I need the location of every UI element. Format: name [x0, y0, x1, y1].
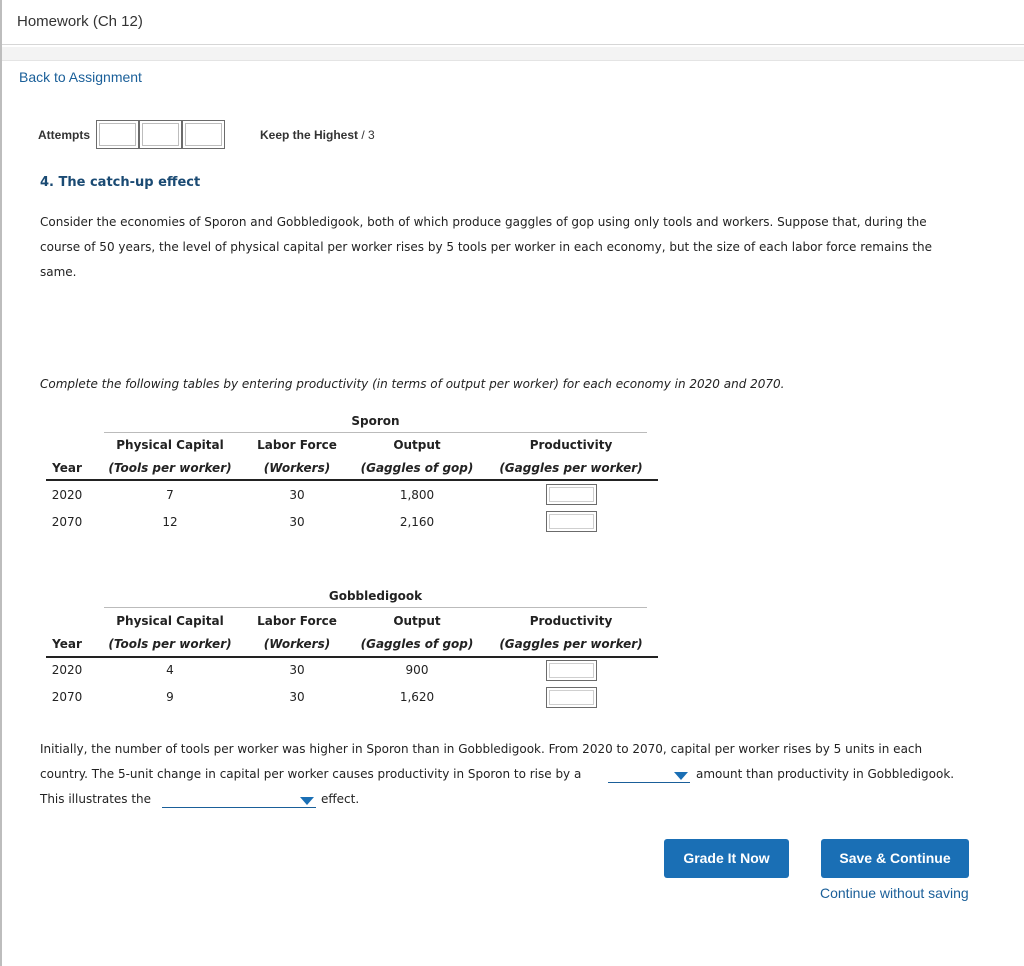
sporon-row-2020-year: 2020 [51, 488, 83, 502]
keep-suffix: / 3 [361, 128, 375, 142]
question-paragraph-line-1: Consider the economies of Sporon and Gobbledigook, both of which produce gaggles of gop using only tools and workers. Suppose that, during the [40, 215, 927, 229]
sporon-row-2070-year: 2070 [51, 515, 83, 529]
gobbledigook-row-2020-labor: 30 [289, 663, 305, 677]
gobbledigook-caption-rule [104, 607, 647, 608]
sporon-header-capital: Physical Capital [116, 438, 224, 452]
gobbledigook-header-labor: Labor Force [257, 614, 337, 628]
sporon-header-rule [46, 479, 658, 481]
attempt-box-3 [182, 120, 225, 149]
chevron-down-icon [300, 797, 314, 805]
title-bar [2, 0, 1024, 45]
sporon-2070-productivity-input[interactable] [546, 511, 597, 532]
sporon-subheader-output: (Gaggles of gop) [360, 461, 474, 475]
window-title: Homework (Ch 12) [17, 13, 143, 30]
sporon-2020-productivity-input[interactable] [546, 484, 597, 505]
rise-amount-dropdown[interactable] [608, 767, 690, 783]
sporon-header-output: Output [393, 438, 441, 452]
conclusion-line-3-start: This illustrates the [40, 792, 152, 806]
attempts-label: Attempts [38, 128, 91, 142]
conclusion-line-3-end: effect. [321, 792, 360, 806]
table-instruction: Complete the following tables by entering productivity (in terms of output per worker) for each economy in 2020 and 2070. [40, 377, 785, 391]
question-paragraph-line-3: same. [40, 265, 77, 279]
sporon-row-2020-capital: 7 [166, 488, 174, 502]
chevron-down-icon [674, 772, 688, 780]
gobbledigook-row-2070-capital: 9 [166, 690, 174, 704]
conclusion-line-2-start: country. The 5-unit change in capital per worker causes productivity in Sporon to rise by a [40, 767, 582, 781]
keep-label-text: Keep the Highest [260, 128, 359, 142]
sporon-row-2020-output: 1,800 [399, 488, 435, 502]
gobbledigook-header-capital: Physical Capital [116, 614, 224, 628]
continue-without-saving-link[interactable]: Continue without saving [820, 885, 969, 901]
gobbledigook-header-rule [46, 656, 658, 658]
sporon-header-productivity: Productivity [529, 438, 613, 452]
gobbledigook-row-2020-capital: 4 [166, 663, 174, 677]
save-and-continue-button[interactable]: Save & Continue [821, 839, 969, 878]
gobbledigook-subheader-capital: (Tools per worker) [108, 637, 232, 651]
sporon-row-2070-output: 2,160 [399, 515, 435, 529]
grade-it-now-button[interactable]: Grade It Now [664, 839, 789, 878]
divider-band [2, 47, 1024, 61]
sporon-subheader-productivity: (Gaggles per worker) [499, 461, 643, 475]
effect-dropdown[interactable] [162, 792, 316, 808]
conclusion-line-1: Initially, the number of tools per worker was higher in Sporon than in Gobbledigook. From 2020 to 2070, capital per worker rises by 5 units in each [40, 742, 923, 756]
gobbledigook-subheader-productivity: (Gaggles per worker) [499, 637, 643, 651]
conclusion-line-2-end: amount than productivity in Gobbledigook. [696, 767, 955, 781]
sporon-header-year: Year [52, 461, 82, 475]
sporon-header-labor: Labor Force [257, 438, 337, 452]
gobbledigook-2020-productivity-input[interactable] [546, 660, 597, 681]
sporon-table-caption: Sporon [351, 414, 400, 428]
gobbledigook-row-2070-year: 2070 [51, 690, 83, 704]
gobbledigook-subheader-output: (Gaggles of gop) [360, 637, 474, 651]
attempt-box-1 [96, 120, 139, 149]
gobbledigook-header-output: Output [393, 614, 441, 628]
gobbledigook-header-productivity: Productivity [529, 614, 613, 628]
gobbledigook-2070-productivity-input[interactable] [546, 687, 597, 708]
gobbledigook-row-2070-labor: 30 [289, 690, 305, 704]
back-to-assignment-link[interactable]: Back to Assignment [19, 69, 142, 85]
gobbledigook-header-year: Year [52, 637, 82, 651]
gobbledigook-subheader-labor: (Workers) [263, 637, 331, 651]
sporon-row-2070-labor: 30 [289, 515, 305, 529]
sporon-row-2020-labor: 30 [289, 488, 305, 502]
question-paragraph-line-2: course of 50 years, the level of physical capital per worker rises by 5 tools per worker in each economy, but the size of each labor force remains the [40, 240, 933, 254]
gobbledigook-row-2070-output: 1,620 [399, 690, 435, 704]
sporon-caption-rule [104, 432, 647, 433]
gobbledigook-table-caption: Gobbledigook [328, 589, 423, 603]
gobbledigook-row-2020-output: 900 [405, 663, 429, 677]
gobbledigook-row-2020-year: 2020 [51, 663, 83, 677]
sporon-subheader-labor: (Workers) [263, 461, 331, 475]
question-title: 4. The catch-up effect [40, 175, 201, 190]
sporon-row-2070-capital: 12 [162, 515, 178, 529]
attempt-box-2 [139, 120, 182, 149]
keep-the-highest-label [260, 128, 375, 142]
sporon-subheader-capital: (Tools per worker) [108, 461, 232, 475]
